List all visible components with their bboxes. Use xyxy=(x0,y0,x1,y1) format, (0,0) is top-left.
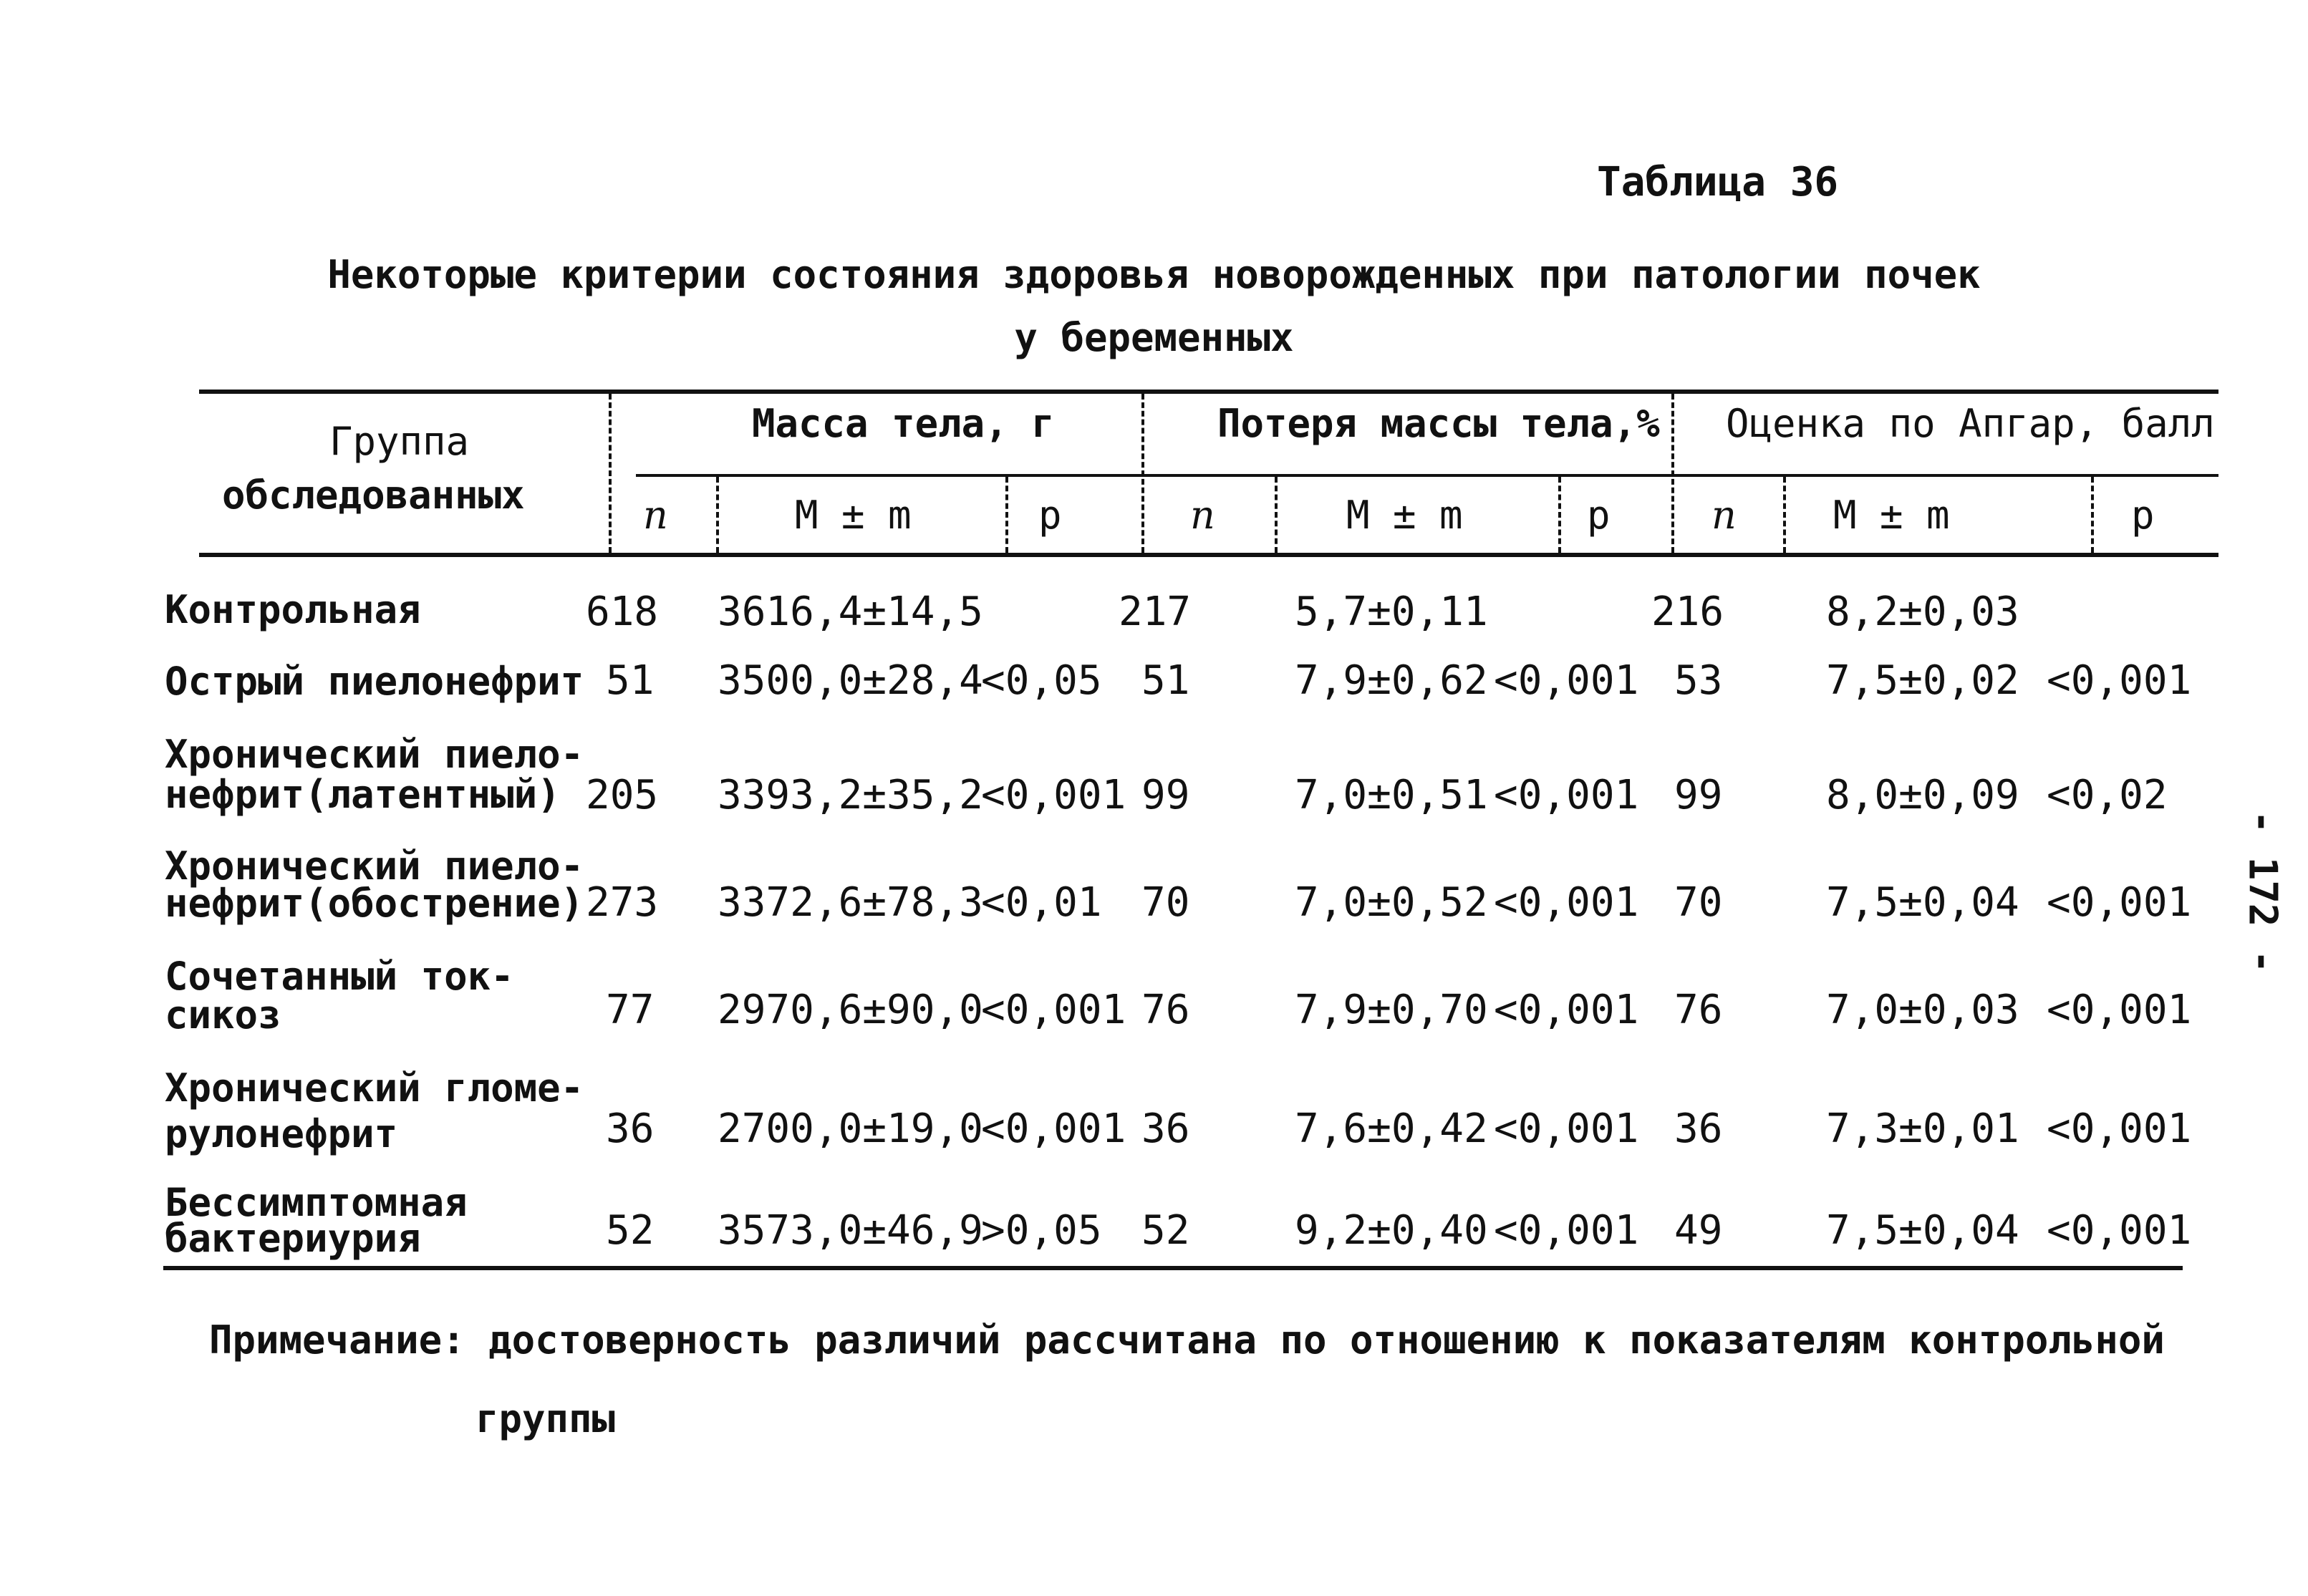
header-mass-p: p xyxy=(1038,493,1062,538)
loss-mm: 7,6±0,42 xyxy=(1295,1106,1488,1152)
table-title-line1: Некоторые критерии состояния здоровья новорожденных при патологии почек xyxy=(327,252,1981,297)
mass-n: 273 xyxy=(586,879,659,926)
apgar-n: 76 xyxy=(1674,987,1723,1033)
apgar-n: 53 xyxy=(1674,657,1723,704)
header-separator xyxy=(1005,477,1008,553)
header-apgar: Оценка по Апгар, балл xyxy=(1726,401,2215,446)
loss-mm: 5,7±0,11 xyxy=(1295,589,1488,635)
mass-p: <0,001 xyxy=(981,987,1126,1033)
header-group-line2: обследованных xyxy=(222,473,525,518)
mass-p: >0,05 xyxy=(981,1207,1102,1254)
loss-mm: 7,9±0,62 xyxy=(1295,657,1488,704)
loss-mm: 7,0±0,52 xyxy=(1295,879,1488,926)
mass-n: 618 xyxy=(586,589,659,635)
table-title-line2: у беременных xyxy=(1014,315,1294,360)
header-bottom-rule xyxy=(199,553,2218,557)
apgar-mm: 7,3±0,01 xyxy=(1826,1106,2019,1152)
mass-n: 52 xyxy=(606,1207,655,1254)
loss-mm: 7,9±0,70 xyxy=(1295,987,1488,1033)
apgar-n: 70 xyxy=(1674,879,1723,926)
table-top-rule xyxy=(199,390,2218,394)
apgar-n: 99 xyxy=(1674,772,1723,818)
apgar-n: 216 xyxy=(1651,589,1724,635)
header-group-line1: Группа xyxy=(329,419,470,464)
row-group-line1: Контрольная xyxy=(165,587,421,632)
apgar-p: <0,001 xyxy=(2047,657,2192,704)
row-group-line2: нефрит(обострение) xyxy=(165,881,584,926)
header-separator xyxy=(1275,477,1278,553)
header-loss-mm: M ± m xyxy=(1346,493,1463,538)
mass-mm: 2970,6±90,0 xyxy=(718,987,983,1033)
header-mass-mm: M ± m xyxy=(795,493,912,538)
row-group-line1: Хронический гломе- xyxy=(165,1065,584,1111)
mass-mm: 3573,0±46,9 xyxy=(718,1207,983,1254)
row-group-line1: Хронический пиело- xyxy=(165,843,584,889)
header-apgar-p: p xyxy=(2131,493,2155,538)
header-loss: Потеря массы тела,% xyxy=(1217,401,1660,446)
mass-n: 77 xyxy=(606,987,655,1033)
mass-p: <0,001 xyxy=(981,1106,1126,1152)
row-group-line1: Хронический пиело- xyxy=(165,732,584,777)
loss-n: 99 xyxy=(1141,772,1190,818)
row-group-line2: бактериурия xyxy=(165,1216,421,1261)
apgar-mm: 7,5±0,04 xyxy=(1826,1207,2019,1254)
header-mass-n: n xyxy=(643,493,668,538)
row-group-line2: сикоз xyxy=(165,992,281,1038)
loss-p: <0,001 xyxy=(1494,657,1639,704)
header-loss-p: p xyxy=(1587,493,1611,538)
apgar-mm: 7,5±0,04 xyxy=(1826,879,2019,926)
apgar-mm: 7,0±0,03 xyxy=(1826,987,2019,1033)
mass-p: <0,001 xyxy=(981,772,1126,818)
header-apgar-mm: M ± m xyxy=(1833,493,1950,538)
loss-n: 52 xyxy=(1141,1207,1190,1254)
apgar-p: <0,02 xyxy=(2047,772,2168,818)
loss-n: 76 xyxy=(1141,987,1190,1033)
loss-p: <0,001 xyxy=(1494,1106,1639,1152)
apgar-n: 49 xyxy=(1674,1207,1723,1254)
row-group-line2: рулонефрит xyxy=(165,1111,398,1156)
table-label: Таблица 36 xyxy=(1597,159,1839,205)
loss-p: <0,001 xyxy=(1494,879,1639,926)
loss-mm: 7,0±0,51 xyxy=(1295,772,1488,818)
loss-n: 70 xyxy=(1141,879,1190,926)
header-apgar-n: n xyxy=(1711,493,1737,538)
mass-mm: 3372,6±78,3 xyxy=(718,879,983,926)
header-separator xyxy=(609,394,612,553)
header-sub-rule xyxy=(636,474,2218,477)
apgar-p: <0,001 xyxy=(2047,879,2192,926)
apgar-mm: 8,0±0,09 xyxy=(1826,772,2019,818)
mass-mm: 3616,4±14,5 xyxy=(718,589,983,635)
mass-n: 36 xyxy=(606,1106,655,1152)
apgar-p: <0,001 xyxy=(2047,1207,2192,1254)
loss-p: <0,001 xyxy=(1494,987,1639,1033)
header-separator xyxy=(1558,477,1561,553)
mass-mm: 3393,2±35,2 xyxy=(718,772,983,818)
header-separator xyxy=(2091,477,2094,553)
note-line1: Примечание: достоверность различий рассчитана по отношению к показателям контрольной xyxy=(209,1317,2165,1363)
header-mass: Масса тела, г xyxy=(752,401,1055,446)
mass-n: 51 xyxy=(606,657,655,704)
loss-p: <0,001 xyxy=(1494,1207,1639,1254)
table-bottom-rule xyxy=(163,1266,2183,1270)
loss-mm: 9,2±0,40 xyxy=(1295,1207,1488,1254)
mass-p: <0,05 xyxy=(981,657,1102,704)
mass-mm: 2700,0±19,0 xyxy=(718,1106,983,1152)
apgar-mm: 7,5±0,02 xyxy=(1826,657,2019,704)
header-separator xyxy=(1671,394,1674,553)
header-separator xyxy=(1783,477,1786,553)
mass-mm: 3500,0±28,4 xyxy=(718,657,983,704)
header-loss-n: n xyxy=(1190,493,1215,538)
row-group-line1: Бессимптомная xyxy=(165,1180,468,1225)
loss-p: <0,001 xyxy=(1494,772,1639,818)
row-group-line2: нефрит(латентный) xyxy=(165,772,561,817)
page-number: - 172 - xyxy=(2240,810,2286,974)
apgar-mm: 8,2±0,03 xyxy=(1826,589,2019,635)
row-group-line1: Сочетанный ток- xyxy=(165,954,514,999)
apgar-p: <0,001 xyxy=(2047,1106,2192,1152)
loss-n: 36 xyxy=(1141,1106,1190,1152)
loss-n: 51 xyxy=(1141,657,1190,704)
apgar-p: <0,001 xyxy=(2047,987,2192,1033)
mass-n: 205 xyxy=(586,772,659,818)
apgar-n: 36 xyxy=(1674,1106,1723,1152)
header-separator xyxy=(1141,394,1144,553)
header-separator xyxy=(716,477,719,553)
mass-p: <0,01 xyxy=(981,879,1102,926)
loss-n: 217 xyxy=(1119,589,1192,635)
note-line2: группы xyxy=(475,1396,616,1441)
row-group-line1: Острый пиелонефрит xyxy=(165,659,584,704)
